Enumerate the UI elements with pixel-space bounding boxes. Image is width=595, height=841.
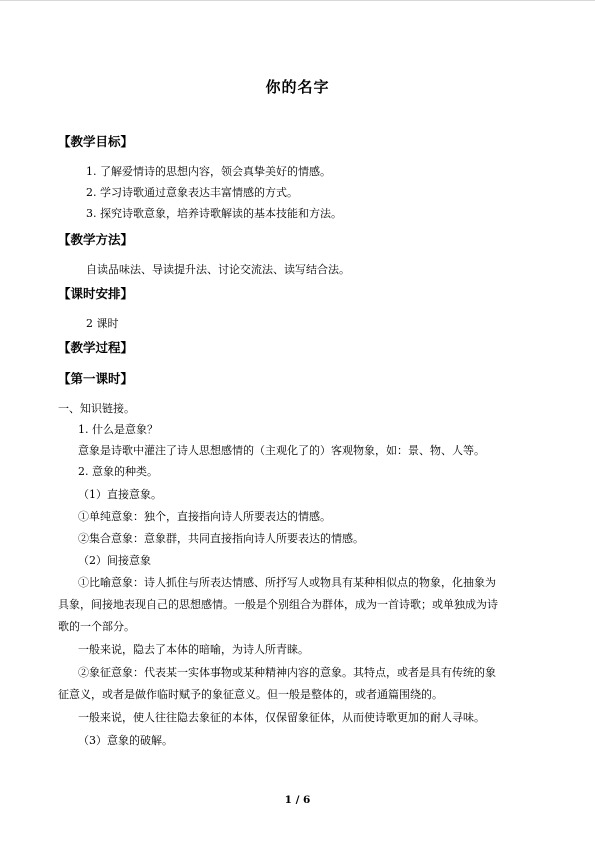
body-line: 一、知识链接。	[58, 402, 135, 415]
heading-class-schedule: 【课时安排】	[58, 286, 134, 301]
body-line: ①单纯意象：独个，直接指向诗人所要表达的情感。	[78, 510, 331, 523]
schedule-text: 2 课时	[86, 317, 119, 330]
body-line: （2）间接意象	[78, 554, 151, 567]
body-line: 一般来说，使人往往隐去象征的本体，仅保留象征体，从而使诗歌更加的耐人寻味。	[78, 711, 485, 724]
heading-teaching-process: 【教学过程】	[58, 340, 134, 355]
heading-teaching-methods: 【教学方法】	[58, 232, 134, 247]
body-line: ②象征意象：代表某一实体事物或某种精神内容的意象。其特点，或者是具有传统的象	[78, 666, 496, 679]
page-number: 1 / 6	[284, 794, 311, 806]
body-line: 意象是诗歌中灌注了诗人思想感情的（主观化了的）客观物象，如：景、物、人等。	[78, 444, 485, 457]
body-line: ①比喻意象：诗人抓住与所表达情感、所抒写人或物具有某种相似点的物象，化抽象为	[78, 576, 496, 589]
heading-first-lesson: 【第一课时】	[58, 371, 134, 386]
goal-item-2: 2. 学习诗歌通过意象表达丰富情感的方式。	[86, 186, 298, 199]
document-title: 你的名字	[265, 78, 330, 96]
body-line: （3）意象的破解。	[78, 734, 173, 747]
body-line: 具象，间接地表现自己的思想感情。一般是个别组合为群体，成为一首诗歌；或单独成为诗	[58, 598, 498, 611]
body-line: （1）直接意象。	[78, 488, 162, 501]
goal-item-3: 3. 探究诗歌意象，培养诗歌解读的基本技能和方法。	[86, 207, 342, 220]
page-top-border	[0, 0, 595, 1]
body-line: 2. 意象的种类。	[78, 465, 158, 478]
heading-teaching-goals: 【教学目标】	[58, 134, 134, 149]
body-line: ②集合意象：意象群，共同直接指向诗人所要表达的情感。	[78, 532, 364, 545]
body-line: 征意义，或者是做作临时赋予的象征意义。但一般是整体的，或者通篇围绕的。	[58, 688, 443, 701]
goal-item-1: 1. 了解爱情诗的思想内容，领会真挚美好的情感。	[86, 165, 331, 178]
body-line: 一般来说，隐去了本体的暗喻，为诗人所青睐。	[78, 643, 309, 656]
body-line: 歌的一个部分。	[58, 620, 135, 633]
methods-text: 自读品味法、导读提升法、讨论交流法、读写结合法。	[86, 263, 350, 276]
body-line: 1. 什么是意象？	[78, 423, 158, 436]
